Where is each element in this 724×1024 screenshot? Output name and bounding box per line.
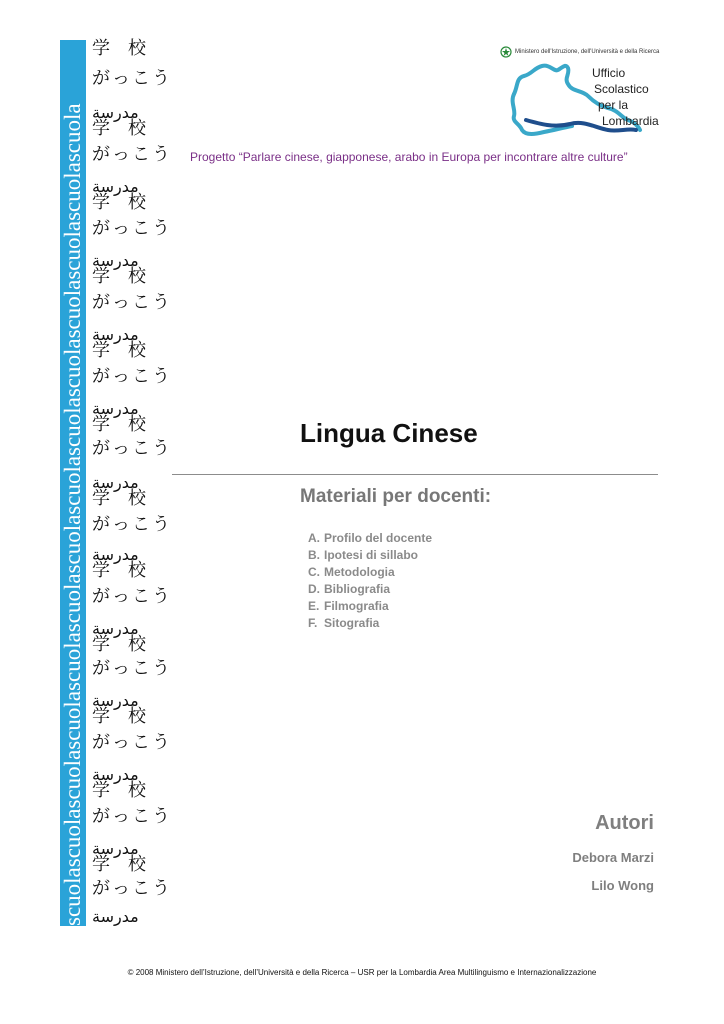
contents-item: F. Sitografia	[308, 616, 380, 630]
kana-glyph: がっこう	[92, 144, 172, 165]
arabic-glyph: مدرسة	[92, 691, 139, 710]
kana-glyph: がっこう	[92, 658, 172, 679]
contents-item: E. Filmografia	[308, 599, 389, 613]
kanji-glyph: 学校	[92, 266, 164, 287]
glyph-column	[92, 38, 182, 928]
arabic-glyph: مدرسة	[92, 545, 139, 564]
office-line: per la	[598, 98, 629, 112]
contents-list	[308, 530, 432, 632]
arabic-glyph: مدرسة	[92, 765, 139, 784]
kanji-glyph: 学校	[92, 560, 164, 581]
kanji-glyph: 学校	[92, 118, 164, 139]
kanji-glyph: 学校	[92, 854, 164, 875]
kanji-glyph: 学校	[92, 780, 164, 801]
arabic-glyph: مدرسة	[92, 251, 139, 270]
office-name	[592, 65, 659, 129]
arabic-glyph: مدرسة	[92, 325, 139, 344]
authors-heading: Autori	[595, 812, 654, 834]
kanji-glyph: 学校	[92, 414, 164, 435]
arabic-glyph: مدرسة	[92, 619, 139, 638]
kana-glyph: がっこう	[92, 366, 172, 387]
contents-item: C. Metodologia	[308, 565, 395, 579]
office-line: Lombardia	[602, 114, 659, 128]
office-line: Scolastico	[594, 82, 649, 96]
project-title: Progetto “Parlare cinese, giapponese, arabo in Europa per incontrare altre culture”	[190, 150, 628, 164]
kana-glyph: がっこう	[92, 586, 172, 607]
contents-item: A. Profilo del docente	[308, 531, 433, 545]
contents-item: D. Bibliografia	[308, 582, 391, 596]
kana-glyph: がっこう	[92, 292, 172, 313]
kanji-glyph: 学校	[92, 706, 164, 727]
kanji-glyph: 学校	[92, 488, 164, 509]
arabic-glyph: مدرسة	[92, 399, 139, 418]
author-name: Lilo Wong	[591, 878, 654, 893]
arabic-glyph: مدرسة	[92, 907, 139, 926]
contents-item: B. Ipotesi di sillabo	[308, 548, 419, 562]
arabic-glyph: مدرسة	[92, 103, 139, 122]
office-line: Ufficio	[592, 66, 626, 80]
kana-glyph: がっこう	[92, 806, 172, 827]
arabic-glyph: مدرسة	[92, 473, 139, 492]
copyright-footer: © 2008 Ministero dell’Istruzione, dell’Università e della Ricerca – USR per la Lombardia Area Multilinguismo e Internazionalizzazione	[127, 968, 597, 977]
kana-glyph: がっこう	[92, 68, 172, 89]
kana-glyph: がっこう	[92, 514, 172, 535]
kana-glyph: がっこう	[92, 878, 172, 899]
author-name: Debora Marzi	[572, 850, 654, 865]
kana-glyph: がっこう	[92, 732, 172, 753]
kanji-glyph: 学校	[92, 634, 164, 655]
band-repeated-word: scuolascuolascuolascuolascuolascuolascuolascuolascuolascuolascuolascuolascuolascuola	[60, 103, 85, 926]
document-subtitle: Materiali per docenti:	[300, 486, 492, 507]
kana-glyph: がっこう	[92, 218, 172, 239]
ministry-name: Ministero dell'Istruzione, dell'Università e della Ricerca	[515, 49, 660, 55]
kanji-glyph: 学校	[92, 192, 164, 213]
arabic-glyph: مدرسة	[92, 177, 139, 196]
kana-glyph: がっこう	[92, 438, 172, 459]
document-title: Lingua Cinese	[300, 418, 478, 448]
arabic-glyph: مدرسة	[92, 839, 139, 858]
kanji-glyph: 学校	[92, 340, 164, 361]
title-divider	[172, 474, 658, 475]
kanji-glyph: 学校	[92, 38, 164, 59]
